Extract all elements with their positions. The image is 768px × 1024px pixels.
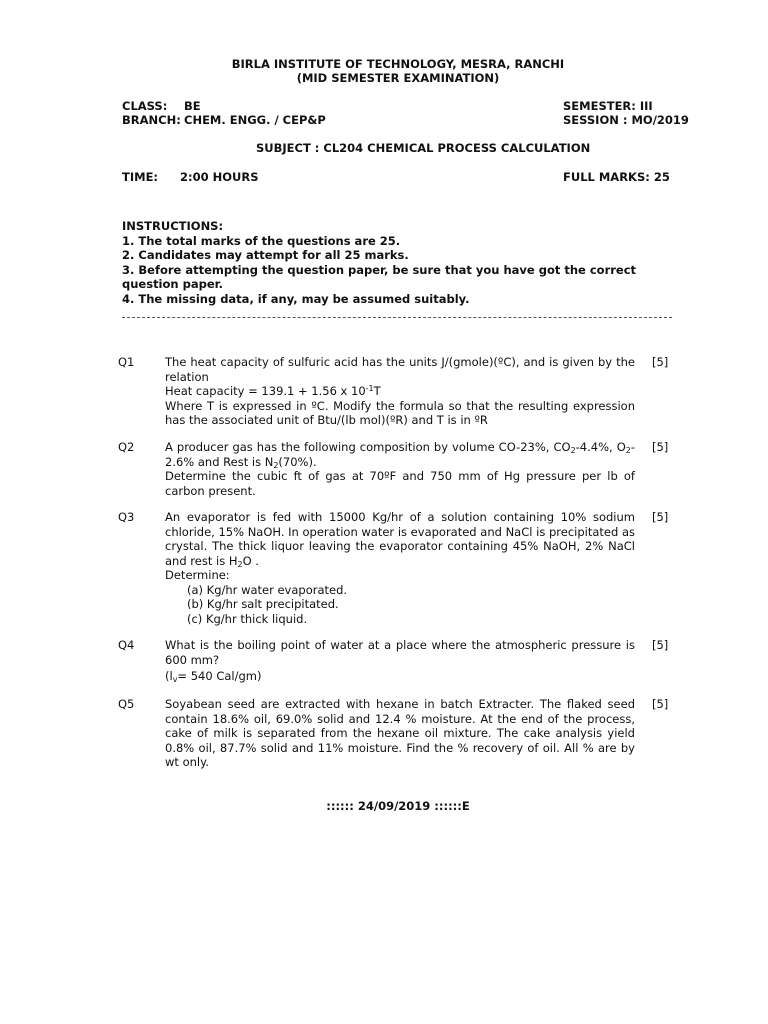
instructions-title: INSTRUCTIONS: xyxy=(122,219,224,233)
time-label: TIME: xyxy=(122,170,159,184)
q2-subscript: 2 xyxy=(625,446,631,455)
semester: SEMESTER: III xyxy=(563,99,653,113)
instruction-item: 2. Candidates may attempt for all 25 marks. xyxy=(122,248,409,262)
q3-item: (b) Kg/hr salt precipitated. xyxy=(187,597,339,611)
q2-text-part: -4.4%, O xyxy=(575,440,626,454)
q2-number: Q2 xyxy=(118,440,135,454)
time-value: 2:00 HOURS xyxy=(180,170,259,184)
q3-text-part: An evaporator is fed with 15000 Kg/hr of a solution containing 10% sodium chloride, 15% NaOH. In operation water is evaporated and NaCl is precipitated as crystal. The thick liquor leaving the evaporator containing 45% NaOH, 2% NaCl and rest is H xyxy=(165,510,635,568)
q3-number: Q3 xyxy=(118,510,135,524)
q4-text xyxy=(165,638,635,684)
q2-text-part: A producer gas has the following composition by volume CO-23%, CO xyxy=(165,440,571,454)
q4-subscript: v xyxy=(172,675,178,684)
q5-text: Soyabean seed are extracted with hexane in batch Extracter. The flaked seed contain 18.6% oil, 69.0% solid and 12.4 % moisture. At the end of the process, cake of milk is separated from the hexane oil mixture. The cake analysis yield 0.8% oil, 87.7% solid and 11% moisture. Find the % recovery of oil. All % are by wt only. xyxy=(165,697,635,769)
q1-formula-var: T xyxy=(373,384,381,398)
q3-text-part: O . xyxy=(242,553,259,568)
class-value: BE xyxy=(184,99,201,113)
instruction-item: 3. Before attempting the question paper, be sure that you have got the correct question paper. xyxy=(122,262,637,291)
q1-text xyxy=(165,355,635,428)
full-marks: FULL MARKS: 25 xyxy=(563,170,670,184)
q1-formula-exponent: -1 xyxy=(365,384,374,393)
q2-marks: [5] xyxy=(652,440,669,454)
q3-item: (a) Kg/hr water evaporated. xyxy=(187,582,348,597)
q2-subscript: 2 xyxy=(273,460,279,470)
subject-line: SUBJECT : CL204 CHEMICAL PROCESS CALCULATION xyxy=(256,141,591,155)
q4-text-part: = 540 Cal/gm) xyxy=(177,669,262,683)
q2-composition xyxy=(165,440,635,469)
q1-number: Q1 xyxy=(118,355,135,369)
q3-item: (c) Kg/hr thick liquid. xyxy=(187,611,308,626)
q1-line: Where T is expressed in ºC. Modify the formula so that the resulting expression has the associated unit of Btu/(lb mol)(ºR) and T is in ºR xyxy=(165,398,635,427)
branch-value: CHEM. ENGG. / CEP&P xyxy=(184,113,326,127)
exam-date-footer: :::::: 24/09/2019 ::::::E xyxy=(326,799,470,813)
q1-marks: [5] xyxy=(652,355,669,369)
dashed-divider xyxy=(122,317,672,318)
q4-latent-heat xyxy=(165,669,635,684)
class-label: CLASS: xyxy=(122,99,168,113)
instruction-item: 4. The missing data, if any, may be assumed suitably. xyxy=(122,291,470,306)
q2-text-part: (70%). xyxy=(278,454,317,469)
q1-formula-text: Heat capacity = 139.1 + 1.56 x 10 xyxy=(165,384,366,398)
q5-marks: [5] xyxy=(652,697,669,711)
q2-text xyxy=(165,440,635,498)
instruction-item: 1. The total marks of the questions are 25. xyxy=(122,233,401,248)
q4-number: Q4 xyxy=(118,638,135,652)
q4-line: What is the boiling point of water at a place where the atmospheric pressure is 600 mm? xyxy=(165,638,635,667)
q3-subscript: 2 xyxy=(237,559,243,569)
q5-number: Q5 xyxy=(118,697,135,711)
q3-marks: [5] xyxy=(652,510,669,524)
q3-determine: Determine: xyxy=(165,568,230,582)
instructions xyxy=(122,219,682,306)
q2-subscript: 2 xyxy=(570,446,576,455)
branch-label: BRANCH: xyxy=(122,113,181,127)
q2-line: Determine the cubic ft of gas at 70ºF and 750 mm of Hg pressure per lb of carbon present. xyxy=(165,469,635,498)
session: SESSION : MO/2019 xyxy=(563,113,689,127)
q3-paragraph xyxy=(165,510,635,568)
institute-name: BIRLA INSTITUTE OF TECHNOLOGY, MESRA, RANCHI xyxy=(231,57,565,71)
q3-text xyxy=(165,510,635,626)
q2-text-part: -2.6% and Rest is N xyxy=(165,440,636,469)
q1-formula xyxy=(165,384,635,399)
q4-text-part: (l xyxy=(165,669,173,683)
exam-title: (MID SEMESTER EXAMINATION) xyxy=(296,71,500,85)
q4-marks: [5] xyxy=(652,638,669,652)
q1-line: The heat capacity of sulfuric acid has the units J/(gmole)(ºC), and is given by the relation xyxy=(165,355,635,384)
